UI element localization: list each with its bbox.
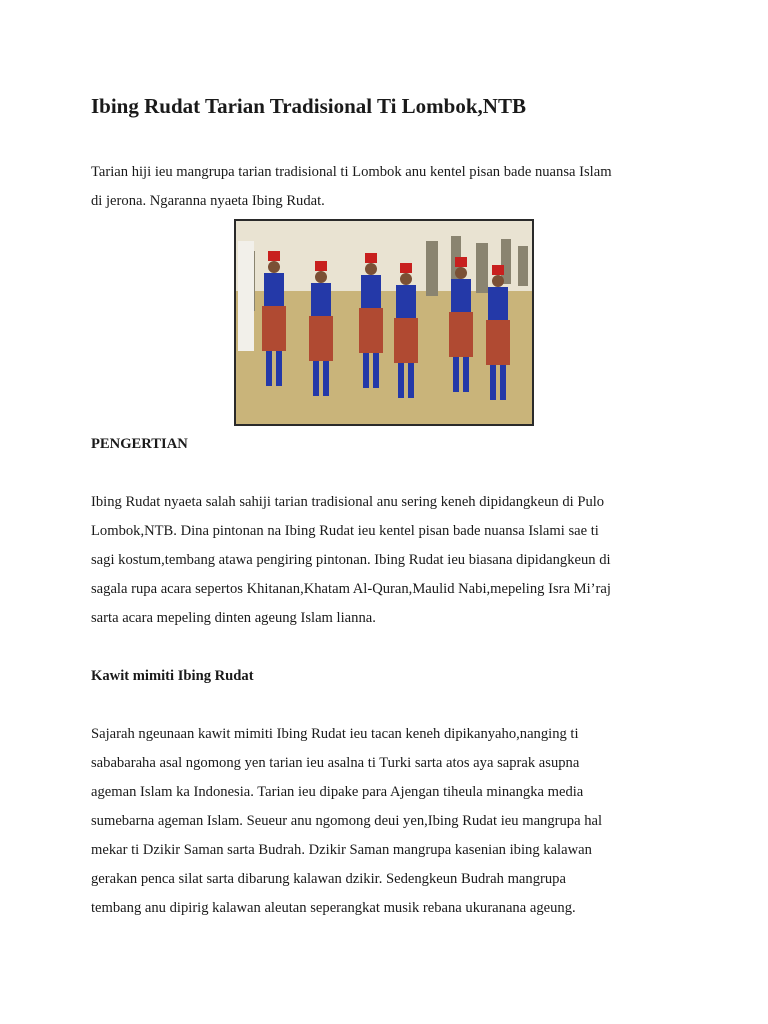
paragraph-line: sagi kostum,tembang atawa pengiring pintonan. Ibing Rudat ieu biasana dipidangkeun di [91, 552, 611, 568]
paragraph-line: sumebarna ageman Islam. Seueur anu ngomong deui yen,Ibing Rudat ieu mangrupa hal [91, 813, 603, 829]
kawit-paragraph [91, 720, 691, 923]
dancers-photo-icon [236, 221, 532, 424]
page-title: Ibing Rudat Tarian Tradisional Ti Lombok,NTB [91, 94, 526, 118]
paragraph-line: Ibing Rudat nyaeta salah sahiji tarian tradisional anu sering keneh dipidangkeun di Pulo [91, 494, 605, 510]
intro-paragraph [91, 158, 691, 216]
paragraph-line: ageman Islam ka Indonesia. Tarian ieu dipake para Ajengan tiheula minangka media [91, 784, 584, 800]
intro-line: Tarian hiji ieu mangrupa tarian tradisional ti Lombok anu kentel pisan bade nuansa Islam [91, 164, 612, 180]
paragraph-line: sarta acara mepeling dinten ageung Islam lianna. [91, 610, 376, 626]
paragraph-line: sababaraha asal ngomong yen tarian ieu asalna ti Turki sarta atos aya saprak asupna [91, 755, 580, 771]
paragraph-line: Lombok,NTB. Dina pintonan na Ibing Rudat ieu kentel pisan bade nuansa Islami sae ti [91, 523, 599, 539]
paragraph-line: gerakan penca silat sarta dibarung kalawan dzikir. Sedengkeun Budrah mangrupa [91, 871, 566, 887]
paragraph-line: tembang anu dipirig kalawan aleutan seperangkat musik rebana ukuranana ageung. [91, 900, 576, 916]
paragraph-line: Sajarah ngeunaan kawit mimiti Ibing Rudat ieu tacan keneh dipikanyaho,nanging ti [91, 726, 579, 742]
section-heading-pengertian: PENGERTIAN [91, 436, 188, 452]
pengertian-paragraph [91, 488, 691, 633]
dancers-photo [234, 219, 534, 426]
section-heading-kawit: Kawit mimiti Ibing Rudat [91, 668, 254, 684]
intro-line: di jerona. Ngaranna nyaeta Ibing Rudat. [91, 193, 325, 209]
paragraph-line: mekar ti Dzikir Saman sarta Budrah. Dzikir Saman mangrupa kasenian ibing kalawan [91, 842, 592, 858]
paragraph-line: sagala rupa acara sepertos Khitanan,Khatam Al-Quran,Maulid Nabi,mepeling Isra Mi’raj [91, 581, 611, 597]
